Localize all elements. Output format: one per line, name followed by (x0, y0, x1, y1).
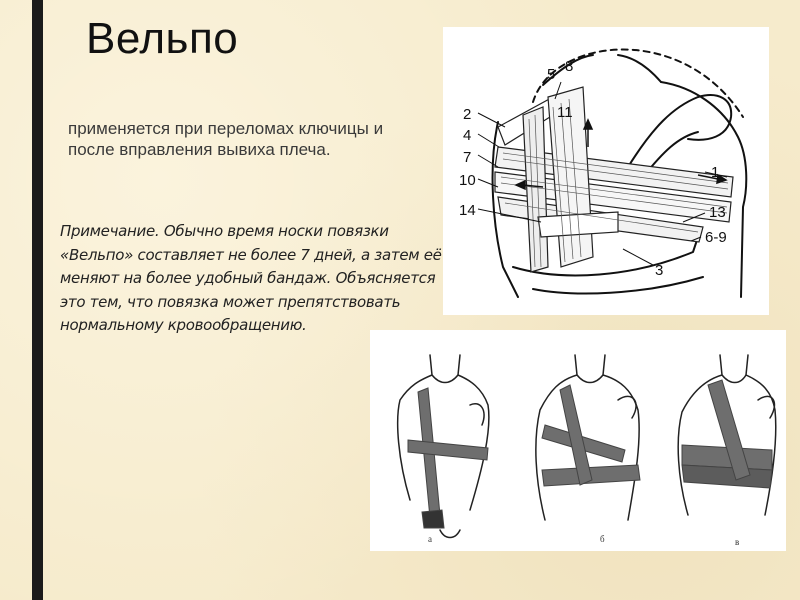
caption-c: в (735, 537, 740, 547)
bandage-steps-illustration (370, 330, 786, 551)
label-7: 7 (463, 149, 472, 166)
bandage-strips (408, 380, 772, 528)
velpeau-diagram (443, 27, 769, 315)
slide-subtitle: применяется при переломах ключицы и после вправления вывиха плеча. (68, 119, 384, 159)
label-2: 2 (463, 106, 472, 123)
bandage-bands (495, 87, 733, 272)
slide-title: Вельпо (86, 14, 239, 63)
label-1: 1 (711, 164, 720, 181)
label-10: 10 (459, 172, 476, 189)
label-11: 11 (557, 104, 573, 121)
label-4: 4 (463, 127, 472, 144)
bandage-steps-svg (370, 330, 786, 551)
neck-right-line (618, 55, 661, 82)
caption-a: а (428, 534, 432, 544)
label-8: 8 (565, 58, 574, 75)
velpeau-diagram-svg (443, 27, 769, 315)
caption-b: б (600, 534, 605, 544)
label-3: 3 (655, 262, 664, 279)
label-6-9: 6-9 (705, 229, 727, 246)
label-5: 5 (547, 66, 556, 83)
left-accent-bar (32, 0, 43, 600)
label-13: 13 (709, 204, 726, 221)
slide-note: Примечание. Обычно время носки повязки «Вельпо» составляет не более 7 дней, а затем её меняют на более удобный бандаж. Объясняется это тем, что повязка может препятствовать нормальному кровообращению. (60, 222, 442, 335)
label-14: 14 (459, 202, 476, 219)
